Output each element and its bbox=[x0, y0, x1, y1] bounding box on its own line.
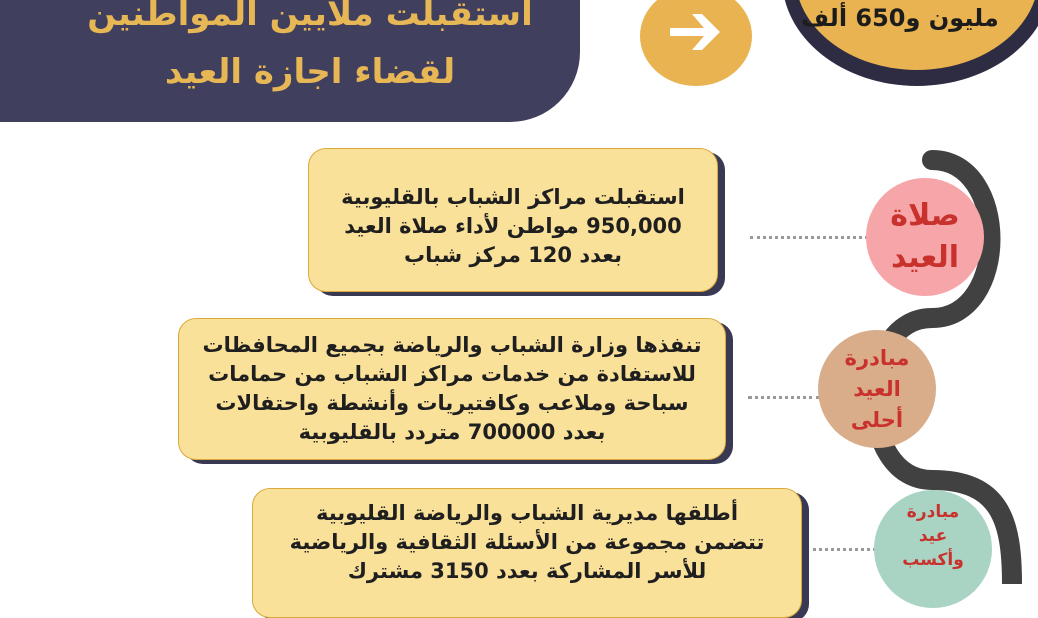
info-card-3 bbox=[252, 488, 802, 618]
card-2-line-3: سباحة وملاعب وكافتيريات وأنشطة واحتفالات bbox=[215, 391, 689, 415]
bubble-1-line-1: صلاة bbox=[890, 198, 960, 233]
connector-dots-2 bbox=[748, 396, 820, 399]
bubble-prayer bbox=[866, 178, 984, 296]
connector-dots-1 bbox=[750, 236, 868, 239]
bubble-3-line-2: عيد bbox=[918, 526, 948, 546]
card-2-line-2: للاستفادة من خدمات مراكز الشباب من حمامات bbox=[208, 362, 696, 386]
card-1-line-1: استقبلت مراكز الشباب بالقليوبية bbox=[341, 185, 685, 209]
bubble-eid-win bbox=[874, 490, 992, 608]
bubble-2-line-2: العيد bbox=[853, 376, 901, 401]
bubble-1-line-2: العيد bbox=[890, 240, 960, 275]
card-1-line-2: 950,000 مواطن لأداء صلاة العيد bbox=[344, 214, 682, 238]
bubble-3-line-3: وأكسب bbox=[902, 550, 964, 570]
connector-dots-3 bbox=[806, 548, 876, 551]
bubble-2-line-3: أحلى bbox=[850, 407, 904, 432]
info-card-1 bbox=[308, 148, 718, 292]
card-3-line-1: أطلقها مديرية الشباب والرياضة القليوبية bbox=[315, 501, 739, 525]
card-1-line-3: بعدد 120 مركز شباب bbox=[404, 243, 622, 267]
info-card-2 bbox=[178, 318, 726, 460]
card-2-line-4: بعدد 700000 متردد بالقليوبية bbox=[298, 420, 606, 444]
card-2-line-1: تنفذها وزارة الشباب والرياضة بجميع المحافظات bbox=[202, 333, 702, 357]
bubble-eid-sweeter bbox=[818, 330, 936, 448]
header-title-line1: استقبلت ملايين المواطنين bbox=[87, 0, 533, 34]
card-3-line-2: تتضمن مجموعة من الأسئلة الثقافية والرياضية bbox=[289, 530, 765, 554]
card-3-line-3: للأسر المشاركة بعدد 3150 مشترك bbox=[347, 559, 707, 583]
bubble-3-line-1: مبادرة bbox=[906, 502, 960, 522]
bubble-2-line-1: مبادرة bbox=[844, 345, 910, 370]
stat-value: مليون و650 ألف bbox=[801, 4, 999, 32]
header-title-line2: لقضاء اجازة العيد bbox=[164, 52, 456, 92]
